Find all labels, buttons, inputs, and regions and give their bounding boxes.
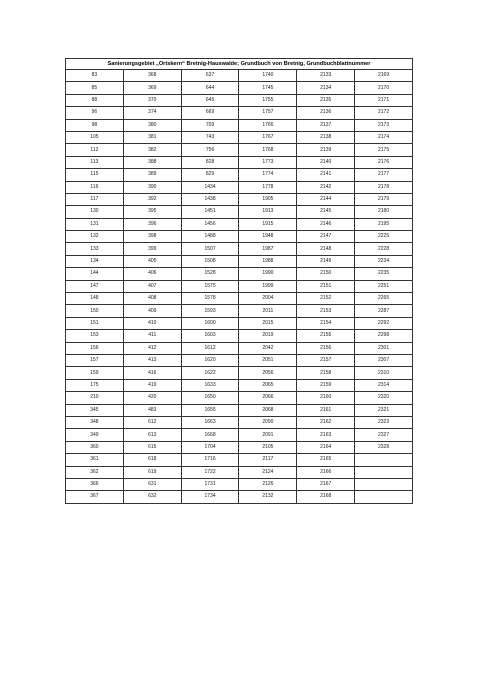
table-cell: 2117 <box>239 454 297 466</box>
table-cell: 1488 <box>181 231 239 243</box>
table-cell: 413 <box>123 354 181 366</box>
table-cell: 2287 <box>355 305 413 317</box>
table-cell: 1990 <box>239 268 297 280</box>
table-cell: 2144 <box>297 193 355 205</box>
table-row <box>66 404 413 416</box>
table-cell: 362 <box>66 466 124 478</box>
table-cell: 2321 <box>355 404 413 416</box>
table-cell: 2150 <box>297 268 355 280</box>
table-row <box>66 82 413 94</box>
table-cell: 2056 <box>239 367 297 379</box>
table-cell: 116 <box>66 181 124 193</box>
table-cell: 345 <box>66 404 124 416</box>
table-cell: 2307 <box>355 354 413 366</box>
table-cell: 130 <box>66 206 124 218</box>
table-cell <box>355 466 413 478</box>
table-cell: 2145 <box>297 206 355 218</box>
table-cell: 1734 <box>181 491 239 503</box>
table-cell: 410 <box>123 317 181 329</box>
table-cell: 2136 <box>297 107 355 119</box>
table-cell: 408 <box>123 293 181 305</box>
table-cell: 374 <box>123 107 181 119</box>
table-cell: 2167 <box>297 478 355 490</box>
table-row <box>66 305 413 317</box>
table-row <box>66 231 413 243</box>
table-cell: 411 <box>123 330 181 342</box>
table-cell: 349 <box>66 429 124 441</box>
table-cell: 1434 <box>181 181 239 193</box>
table-cell: 2179 <box>355 193 413 205</box>
table-cell: 756 <box>181 144 239 156</box>
table-cell: 2134 <box>297 82 355 94</box>
table-cell: 2019 <box>239 330 297 342</box>
table-cell: 1757 <box>239 107 297 119</box>
table-cell: 2292 <box>355 317 413 329</box>
table-cell: 1603 <box>181 330 239 342</box>
table-cell: 2169 <box>355 70 413 82</box>
table-cell: 1612 <box>181 342 239 354</box>
table-cell: 1622 <box>181 367 239 379</box>
table-cell: 395 <box>123 206 181 218</box>
table-row <box>66 193 413 205</box>
table-row <box>66 379 413 391</box>
table-cell: 645 <box>181 94 239 106</box>
table-cell: 407 <box>123 280 181 292</box>
table-cell: 2265 <box>355 293 413 305</box>
table-row <box>66 255 413 267</box>
table-cell: 382 <box>123 144 181 156</box>
table-cell: 1600 <box>181 317 239 329</box>
table-row <box>66 119 413 131</box>
table-cell: 1987 <box>239 243 297 255</box>
table-cell: 133 <box>66 243 124 255</box>
table-cell: 2158 <box>297 367 355 379</box>
table-cell: 2137 <box>297 119 355 131</box>
table-cell: 1575 <box>181 280 239 292</box>
table-cell: 98 <box>66 119 124 131</box>
table-cell: 1663 <box>181 416 239 428</box>
table-cell: 2155 <box>297 330 355 342</box>
table-cell: 2180 <box>355 206 413 218</box>
table-row <box>66 107 413 119</box>
table-cell: 2235 <box>355 268 413 280</box>
parcel-number-table <box>65 58 413 504</box>
table-cell: 390 <box>123 181 181 193</box>
table-cell: 369 <box>123 82 181 94</box>
table-cell: 2142 <box>297 181 355 193</box>
table-cell: 2065 <box>239 379 297 391</box>
table-cell: 420 <box>123 392 181 404</box>
table-row <box>66 206 413 218</box>
table-cell: 2135 <box>297 94 355 106</box>
table-row <box>66 491 413 503</box>
table-cell: 2172 <box>355 107 413 119</box>
table-cell: 148 <box>66 293 124 305</box>
table-cell: 412 <box>123 342 181 354</box>
table-cell: 2162 <box>297 416 355 428</box>
table-cell: 367 <box>66 491 124 503</box>
table-row <box>66 268 413 280</box>
table-cell: 1745 <box>239 82 297 94</box>
table-cell: 2251 <box>355 280 413 292</box>
table-cell: 366 <box>66 478 124 490</box>
table-cell: 131 <box>66 218 124 230</box>
table-cell: 2141 <box>297 169 355 181</box>
table-cell: 1915 <box>239 218 297 230</box>
table-cell: 392 <box>123 193 181 205</box>
table-cell: 147 <box>66 280 124 292</box>
table-cell: 709 <box>181 119 239 131</box>
table-row <box>66 342 413 354</box>
table-cell: 175 <box>66 379 124 391</box>
table-cell: 2152 <box>297 293 355 305</box>
table-cell: 2160 <box>297 392 355 404</box>
table-cell: 483 <box>123 404 181 416</box>
table-cell: 2004 <box>239 293 297 305</box>
table-cell: 210 <box>66 392 124 404</box>
table-cell: 83 <box>66 70 124 82</box>
table-cell: 88 <box>66 94 124 106</box>
table-cell: 2164 <box>297 441 355 453</box>
table-cell: 2149 <box>297 255 355 267</box>
table-cell: 398 <box>123 231 181 243</box>
table-cell: 631 <box>123 478 181 490</box>
table-cell: 151 <box>66 317 124 329</box>
table-cell: 112 <box>66 144 124 156</box>
table-cell: 1593 <box>181 305 239 317</box>
table-cell: 396 <box>123 218 181 230</box>
table-cell <box>355 478 413 490</box>
table-cell: 2177 <box>355 169 413 181</box>
table-cell: 1438 <box>181 193 239 205</box>
table-row <box>66 317 413 329</box>
table-row <box>66 454 413 466</box>
table-cell: 1451 <box>181 206 239 218</box>
table-cell: 669 <box>181 107 239 119</box>
table-row <box>66 218 413 230</box>
table-title-row <box>66 59 413 70</box>
table-cell: 85 <box>66 82 124 94</box>
table-cell: 2151 <box>297 280 355 292</box>
table-cell: 2298 <box>355 330 413 342</box>
table-cell: 1767 <box>239 131 297 143</box>
table-cell: 2090 <box>239 416 297 428</box>
table-row <box>66 392 413 404</box>
table-cell: 2140 <box>297 156 355 168</box>
table-title: Sanierungsgebiet „Ortskern“ Bretnig-Hauswalde; Grundbuch von Bretnig, Grundbuchblattnummer <box>66 59 413 70</box>
table-cell: 2176 <box>355 156 413 168</box>
table-cell: 743 <box>181 131 239 143</box>
table-cell: 380 <box>123 119 181 131</box>
table-cell: 153 <box>66 330 124 342</box>
table-row <box>66 144 413 156</box>
table-cell: 2066 <box>239 392 297 404</box>
table-cell: 1655 <box>181 404 239 416</box>
table-cell: 1722 <box>181 466 239 478</box>
table-cell: 1528 <box>181 268 239 280</box>
table-cell <box>355 454 413 466</box>
table-cell: 2234 <box>355 255 413 267</box>
table-row <box>66 354 413 366</box>
table-cell: 2015 <box>239 317 297 329</box>
table-cell: 406 <box>123 268 181 280</box>
table-cell: 115 <box>66 169 124 181</box>
table-cell: 632 <box>123 491 181 503</box>
table-cell: 637 <box>181 70 239 82</box>
table-cell: 388 <box>123 156 181 168</box>
table-cell: 644 <box>181 82 239 94</box>
table-cell: 117 <box>66 193 124 205</box>
table-row <box>66 441 413 453</box>
table-cell: 2124 <box>239 466 297 478</box>
table-cell: 2157 <box>297 354 355 366</box>
table-cell: 1704 <box>181 441 239 453</box>
table-cell: 1716 <box>181 454 239 466</box>
table-cell: 409 <box>123 305 181 317</box>
table-cell: 361 <box>66 454 124 466</box>
table-cell: 1905 <box>239 193 297 205</box>
table-cell: 2133 <box>297 70 355 82</box>
table-cell: 1913 <box>239 206 297 218</box>
table-cell: 2132 <box>239 491 297 503</box>
table-cell: 618 <box>123 454 181 466</box>
table-cell: 1999 <box>239 280 297 292</box>
table-cell: 828 <box>181 156 239 168</box>
table-cell: 2091 <box>239 429 297 441</box>
table-cell: 2173 <box>355 119 413 131</box>
table-cell: 381 <box>123 131 181 143</box>
table-cell: 2011 <box>239 305 297 317</box>
table-cell: 2139 <box>297 144 355 156</box>
table-cell: 2138 <box>297 131 355 143</box>
table-cell: 2195 <box>355 218 413 230</box>
table-cell: 2105 <box>239 441 297 453</box>
table-cell: 2156 <box>297 342 355 354</box>
table-cell: 1755 <box>239 94 297 106</box>
table-row <box>66 330 413 342</box>
table-cell: 2320 <box>355 392 413 404</box>
table-cell: 2159 <box>297 379 355 391</box>
table-row <box>66 243 413 255</box>
table-cell: 157 <box>66 354 124 366</box>
table-cell: 2148 <box>297 243 355 255</box>
table-cell: 416 <box>123 367 181 379</box>
table-cell: 405 <box>123 255 181 267</box>
table-row <box>66 169 413 181</box>
table-cell: 2153 <box>297 305 355 317</box>
table-cell: 360 <box>66 441 124 453</box>
table-cell: 1578 <box>181 293 239 305</box>
table-cell: 368 <box>123 70 181 82</box>
table-cell: 1650 <box>181 392 239 404</box>
table-cell: 2126 <box>239 478 297 490</box>
table-cell: 1988 <box>239 255 297 267</box>
table-cell: 1948 <box>239 231 297 243</box>
table-cell: 2314 <box>355 379 413 391</box>
table-cell: 2161 <box>297 404 355 416</box>
table-cell: 2171 <box>355 94 413 106</box>
table-row <box>66 478 413 490</box>
table-cell: 2323 <box>355 416 413 428</box>
table-cell: 1731 <box>181 478 239 490</box>
table-row <box>66 429 413 441</box>
table-cell: 612 <box>123 416 181 428</box>
table-cell: 1668 <box>181 429 239 441</box>
table-cell: 159 <box>66 367 124 379</box>
table-cell: 1508 <box>181 255 239 267</box>
table-cell: 419 <box>123 379 181 391</box>
table-cell: 105 <box>66 131 124 143</box>
table-cell: 2068 <box>239 404 297 416</box>
table-cell: 2327 <box>355 429 413 441</box>
table-cell: 156 <box>66 342 124 354</box>
table-row <box>66 280 413 292</box>
table-cell: 1740 <box>239 70 297 82</box>
table-row <box>66 70 413 82</box>
table-cell: 2178 <box>355 181 413 193</box>
table-cell: 2328 <box>355 441 413 453</box>
table-cell: 389 <box>123 169 181 181</box>
table-cell: 134 <box>66 255 124 267</box>
table-cell: 2168 <box>297 491 355 503</box>
table-cell: 1768 <box>239 144 297 156</box>
table-cell: 144 <box>66 268 124 280</box>
table-cell: 2166 <box>297 466 355 478</box>
table-cell: 2146 <box>297 218 355 230</box>
table-row <box>66 367 413 379</box>
table-cell: 829 <box>181 169 239 181</box>
table-cell: 2225 <box>355 231 413 243</box>
table-cell: 2154 <box>297 317 355 329</box>
table-row <box>66 416 413 428</box>
table-cell: 2301 <box>355 342 413 354</box>
table-cell: 1456 <box>181 218 239 230</box>
table-cell: 1507 <box>181 243 239 255</box>
table-cell: 619 <box>123 466 181 478</box>
table-cell: 615 <box>123 441 181 453</box>
table-cell: 1773 <box>239 156 297 168</box>
table-cell: 2228 <box>355 243 413 255</box>
table-cell: 1778 <box>239 181 297 193</box>
table-cell: 2163 <box>297 429 355 441</box>
table-cell: 132 <box>66 231 124 243</box>
table-row <box>66 131 413 143</box>
table-cell: 2170 <box>355 82 413 94</box>
table-cell: 2174 <box>355 131 413 143</box>
table-cell: 2051 <box>239 354 297 366</box>
table-cell: 1766 <box>239 119 297 131</box>
table-cell: 150 <box>66 305 124 317</box>
table-row <box>66 293 413 305</box>
table-cell: 2310 <box>355 367 413 379</box>
table-cell: 2042 <box>239 342 297 354</box>
table-cell: 2165 <box>297 454 355 466</box>
table-cell <box>355 491 413 503</box>
table-row <box>66 466 413 478</box>
table-cell: 613 <box>123 429 181 441</box>
table-cell: 370 <box>123 94 181 106</box>
table-cell: 96 <box>66 107 124 119</box>
table-cell: 1774 <box>239 169 297 181</box>
table-row <box>66 94 413 106</box>
table-cell: 2175 <box>355 144 413 156</box>
table-cell: 113 <box>66 156 124 168</box>
table-cell: 2147 <box>297 231 355 243</box>
table-row <box>66 181 413 193</box>
table-cell: 1633 <box>181 379 239 391</box>
table-cell: 399 <box>123 243 181 255</box>
table-row <box>66 156 413 168</box>
table-cell: 348 <box>66 416 124 428</box>
table-cell: 1620 <box>181 354 239 366</box>
